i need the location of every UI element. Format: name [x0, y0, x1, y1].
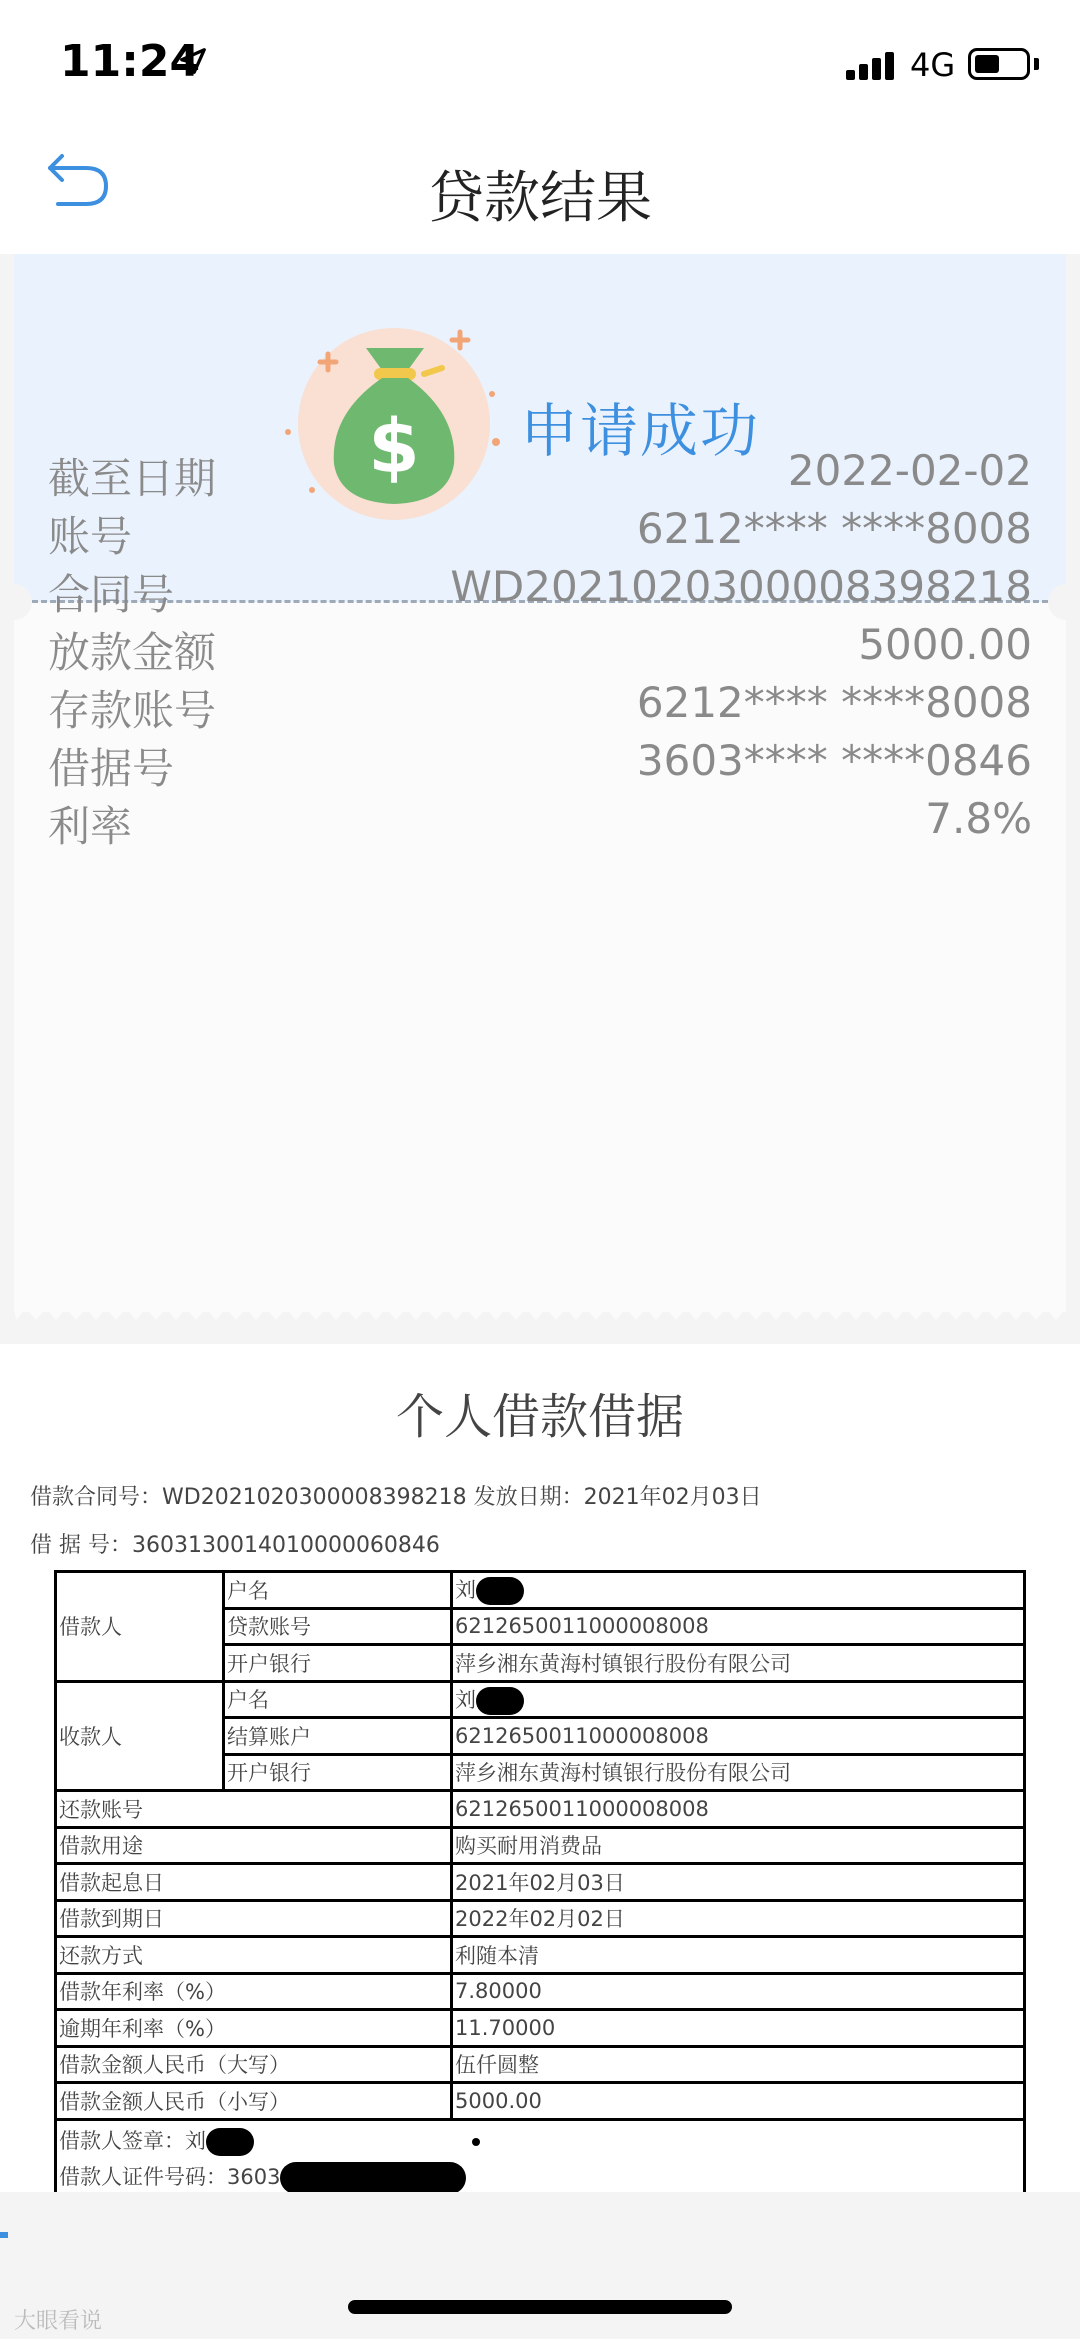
cell-label: 户名	[224, 1572, 452, 1609]
payee-name-cell	[452, 1681, 1025, 1718]
cell-value: 萍乡湘东黄海村镇银行股份有限公司	[452, 1754, 1025, 1791]
borrower-name: 刘	[455, 1578, 476, 1603]
cell-value: 利随本清	[452, 1937, 1025, 1974]
cell-label: 结算账户	[224, 1718, 452, 1755]
detail-label: 截至日期	[48, 454, 217, 503]
cell-value: 2022年02月02日	[452, 1900, 1025, 1937]
document-receipt-number: 借 据 号：360313001401000006084​6	[30, 1533, 440, 1558]
signature-row	[56, 2119, 1025, 2196]
status-bar	[0, 0, 1080, 130]
detail-value: 5000.00	[858, 620, 1032, 669]
cell-value: 2021年02月03日	[452, 1864, 1025, 1901]
detail-value: 6212**** ****8008	[636, 504, 1032, 553]
signature-cell	[56, 2119, 1025, 2196]
detail-label: 账号	[48, 512, 133, 561]
cell-label: 借款用途	[56, 1827, 452, 1864]
borrower-group-label: 借款人	[56, 1572, 224, 1682]
detail-value: WD2021020300008398218	[450, 562, 1032, 611]
signal-bars-icon	[846, 50, 898, 80]
signature-label: 借款人签章：刘	[59, 2128, 206, 2153]
table-row	[56, 1973, 1025, 2010]
cell-value: 萍乡湘东黄海村镇银行股份有限公司	[452, 1645, 1025, 1682]
detail-value: 2022-02-02	[787, 446, 1032, 495]
cell-label: 借款年利率（%）	[56, 1973, 452, 2010]
loading-progress-bar	[0, 2232, 8, 2238]
cell-value: 11.70000	[452, 2010, 1025, 2047]
cell-label: 借款到期日	[56, 1900, 452, 1937]
signature-line	[59, 2123, 1021, 2159]
cell-label: 贷款账号	[224, 1608, 452, 1645]
document-title: 个人借款借据	[395, 1389, 684, 1445]
table-row	[56, 1937, 1025, 1974]
battery-icon	[968, 48, 1030, 80]
redaction-mark	[280, 2162, 466, 2194]
cell-value: 伍仟圆整	[452, 2046, 1025, 2083]
cell-label: 逾期年利率（%）	[56, 2010, 452, 2047]
cell-value: 7.80000	[452, 1973, 1025, 2010]
redaction-mark	[206, 2128, 254, 2156]
table-row	[56, 1681, 1025, 1718]
redaction-dot	[472, 2138, 480, 2146]
zigzag-edge	[14, 1302, 1066, 1324]
redaction-mark	[476, 1577, 524, 1605]
payee-group-label: 收款人	[56, 1681, 224, 1791]
cell-value: 6212650011000008008	[452, 1608, 1025, 1645]
cell-label: 还款方式	[56, 1937, 452, 1974]
success-status: 申请成功	[520, 397, 761, 465]
table-row	[56, 1900, 1025, 1937]
cell-label: 借款金额人民币（小写）	[56, 2083, 452, 2120]
detail-label: 利率	[48, 802, 133, 851]
cell-label: 借款金额人民币（大写）	[56, 2046, 452, 2083]
loan-result-card	[14, 254, 1066, 1324]
battery-cap	[1034, 58, 1039, 70]
cell-label: 还款账号	[56, 1791, 452, 1828]
cell-label: 户名	[224, 1681, 452, 1718]
location-arrow-icon	[178, 46, 208, 76]
detail-label: 放款金额	[48, 628, 217, 677]
right-notch	[1048, 584, 1080, 620]
cell-label: 开户银行	[224, 1754, 452, 1791]
cell-label: 开户银行	[224, 1645, 452, 1682]
payee-name: 刘	[455, 1687, 476, 1712]
table-row	[56, 2083, 1025, 2120]
cell-value: 购买耐用消费品	[452, 1827, 1025, 1864]
document-contract-line: 借款合同号：WD2021020300008398218 发放日期：2021年02月03日	[30, 1485, 762, 1510]
table-row	[56, 2010, 1025, 2047]
detail-label: 合同号	[48, 570, 175, 619]
detail-label: 借据号	[48, 744, 175, 793]
detail-row-6	[48, 794, 1032, 864]
nav-bar	[0, 130, 1080, 254]
detail-value: 7.8%	[925, 794, 1032, 843]
borrower-name-cell	[452, 1572, 1025, 1609]
table-row	[56, 1572, 1025, 1609]
page-title: 贷款结果	[428, 166, 652, 231]
detail-value: 6212**** ****8008	[636, 678, 1032, 727]
id-number-label: 借款人证件号码：3603	[59, 2164, 281, 2189]
redaction-mark	[476, 1687, 524, 1715]
network-type: 4G	[910, 46, 956, 84]
cell-value: 5000.00	[452, 2083, 1025, 2120]
watermark: 大眼看说	[14, 2309, 103, 2334]
table-row	[56, 1864, 1025, 1901]
home-indicator[interactable]	[348, 2300, 732, 2314]
table-row	[56, 1827, 1025, 1864]
id-number-line	[59, 2159, 1021, 2195]
detail-value: 3603**** ****0846	[636, 736, 1032, 785]
detail-label: 存款账号	[48, 686, 217, 735]
bottom-area	[0, 2192, 1080, 2339]
table-row	[56, 1791, 1025, 1828]
cell-value: 6212650011000008008	[452, 1791, 1025, 1828]
status-time: 11:24	[60, 36, 201, 87]
cell-label: 借款起息日	[56, 1864, 452, 1901]
loan-receipt-document	[0, 1344, 1080, 2192]
table-row	[56, 2046, 1025, 2083]
cell-value: 6212650011000008008	[452, 1718, 1025, 1755]
svg-text:$: $	[368, 404, 420, 490]
loan-table	[54, 1570, 1026, 2198]
